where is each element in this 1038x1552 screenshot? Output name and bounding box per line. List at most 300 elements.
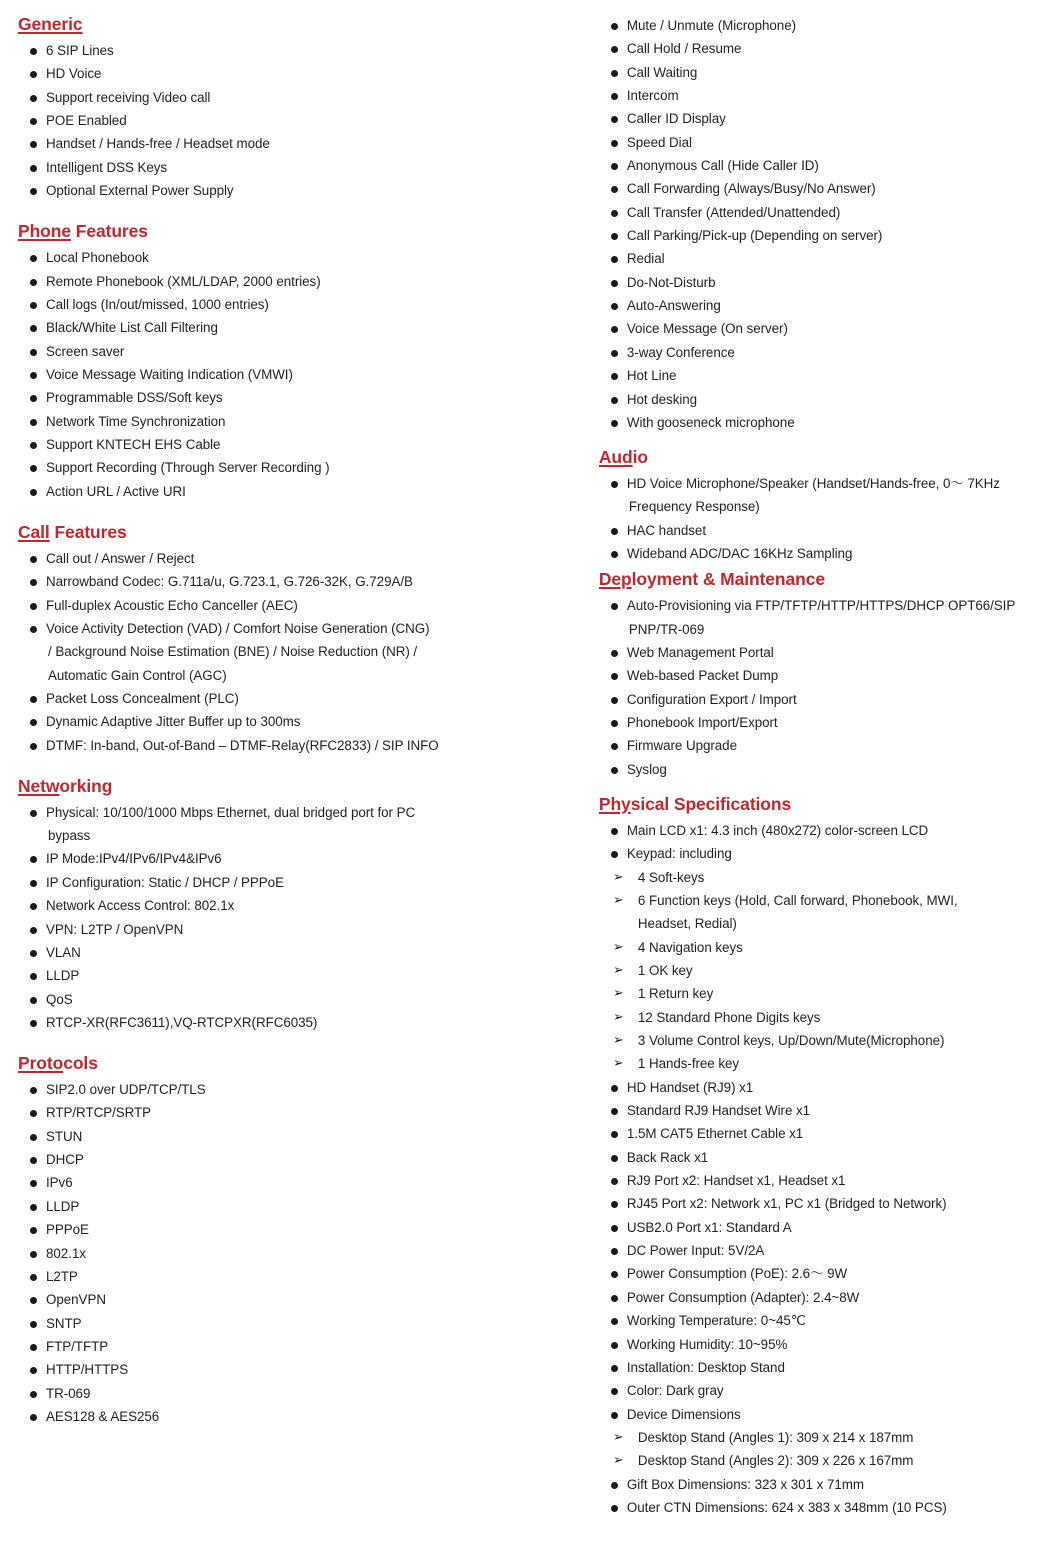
list-item-label: Wideband ADC/DAC 16KHz Sampling <box>626 546 853 562</box>
bullet-icon <box>611 1178 618 1185</box>
list-item-label: Main LCD x1: 4.3 inch (480x272) color-screen LCD <box>626 822 929 838</box>
section-heading-underlined-part: Proto <box>18 1053 64 1074</box>
bullet-icon <box>30 1134 37 1141</box>
bullet-icon <box>611 481 618 488</box>
list-item <box>18 1335 589 1358</box>
list-item <box>599 734 1030 757</box>
list-item-label: AES128 & AES256 <box>46 1408 160 1424</box>
list-item <box>599 1379 1030 1402</box>
list-item-label: Syslog <box>626 761 667 777</box>
sub-list-item-label: 6 Function keys (Hold, Call forward, Phonebook, MWI, <box>637 892 958 908</box>
list-item <box>18 480 589 503</box>
bullet-icon <box>30 743 37 750</box>
section-heading-plain-part: loyment & Maintenance <box>631 569 826 590</box>
section-heading-plain-part: cols <box>63 1053 98 1074</box>
section-heading-underlined-part: Aud <box>598 447 633 468</box>
list-item <box>599 154 1030 177</box>
section-heading <box>18 221 589 243</box>
list-item-label: DHCP <box>46 1152 84 1168</box>
list-item-label: HAC handset <box>626 522 706 538</box>
list-item-label: Network Access Control: 802.1x <box>46 898 235 914</box>
list-item-label: Speed Dial <box>626 134 692 150</box>
list-item <box>599 224 1030 247</box>
list-item-label: Call Waiting <box>626 64 698 80</box>
list-item <box>18 179 589 202</box>
bullet-icon <box>30 279 37 286</box>
list-item-label: Packet Loss Concealment (PLC) <box>46 690 239 706</box>
bullet-icon <box>611 373 618 380</box>
sub-list-item <box>599 1449 1030 1472</box>
bullet-icon <box>30 1157 37 1164</box>
list-item <box>18 1288 589 1311</box>
bullet-icon <box>30 1391 37 1398</box>
list-item-label: Full-duplex Acoustic Echo Canceller (AEC) <box>46 597 298 613</box>
section-heading <box>599 794 1030 816</box>
sub-list-item-label: 1 OK key <box>637 963 693 978</box>
list-item <box>18 988 589 1011</box>
list-item-label: Working Temperature: 0~45℃ <box>626 1313 806 1329</box>
list-item <box>18 293 589 316</box>
bullet-icon <box>611 233 618 240</box>
bullet-icon <box>30 973 37 980</box>
feature-list <box>18 547 589 757</box>
bullet-icon <box>30 1274 37 1281</box>
list-item <box>18 363 589 386</box>
bullet-icon <box>30 1414 37 1421</box>
list-item <box>599 1262 1030 1285</box>
list-item <box>18 1078 589 1101</box>
section-heading-plain-part: orking <box>59 775 113 796</box>
list-item-label: Call out / Answer / Reject <box>46 550 195 566</box>
bullet-icon <box>30 1020 37 1027</box>
list-item <box>599 1356 1030 1379</box>
section-spacer <box>18 757 589 776</box>
sub-list-item-label: Desktop Stand (Angles 1): 309 x 214 x 187mm <box>637 1429 914 1445</box>
sub-list-item-label: 3 Volume Control keys, Up/Down/Mute(Microphone) <box>637 1033 945 1049</box>
arrow-bullet-icon: ➢ <box>612 869 624 885</box>
sub-list-item <box>599 1006 1030 1029</box>
bullet-icon <box>30 325 37 332</box>
list-item-label: Intelligent DSS Keys <box>46 159 168 175</box>
list-item-label: Optional External Power Supply <box>46 182 234 198</box>
list-item <box>18 86 589 109</box>
list-item <box>18 156 589 179</box>
list-item-label: Local Phonebook <box>46 250 149 266</box>
bullet-icon <box>30 579 37 586</box>
list-item-label: Black/White List Call Filtering <box>46 320 218 336</box>
list-item-label: RJ9 Port x2: Handset x1, Headset x1 <box>626 1173 846 1189</box>
section-heading-plain-part: sical Specifications <box>630 794 792 815</box>
feature-list <box>599 472 1030 565</box>
list-item-label: IPv6 <box>46 1175 73 1191</box>
list-item <box>599 317 1030 340</box>
list-item-label: Call logs (In/out/missed, 1000 entries) <box>46 296 269 312</box>
list-item-label: Color: Dark gray <box>626 1383 724 1399</box>
bullet-icon <box>30 1344 37 1351</box>
feature-list <box>18 1078 589 1428</box>
list-item <box>599 364 1030 387</box>
bullet-icon <box>30 1367 37 1374</box>
arrow-bullet-icon: ➢ <box>612 1429 624 1445</box>
list-item-label: Dynamic Adaptive Jitter Buffer up to 300ms <box>46 714 301 730</box>
list-item-label: Narrowband Codec: G.711a/u, G.723.1, G.726-32K, G.729A/B <box>46 574 413 590</box>
list-item <box>18 687 589 710</box>
list-item <box>599 177 1030 200</box>
list-item <box>599 1403 1030 1426</box>
list-item-label: Gift Box Dimensions: 323 x 301 x 71mm <box>626 1476 864 1492</box>
list-item-label: IP Configuration: Static / DHCP / PPPoE <box>46 874 284 890</box>
bullet-icon <box>611 528 618 535</box>
list-item <box>599 1169 1030 1192</box>
bullet-icon <box>611 397 618 404</box>
bullet-icon <box>30 626 37 633</box>
list-item <box>18 1171 589 1194</box>
list-item <box>18 109 589 132</box>
list-item <box>18 1101 589 1124</box>
list-item-label: Programmable DSS/Soft keys <box>46 390 223 406</box>
list-item <box>599 641 1030 664</box>
section-heading <box>18 1053 589 1075</box>
list-item-label: Auto-Provisioning via FTP/TFTP/HTTP/HTTPS/DHCP OPT66/SIP <box>626 598 1016 614</box>
list-item <box>18 594 589 617</box>
bullet-icon <box>611 1271 618 1278</box>
list-item <box>18 62 589 85</box>
bullet-icon <box>611 1201 618 1208</box>
sub-list-item-continuation: Headset, Redial) <box>637 916 737 932</box>
list-item-label: Call Parking/Pick-up (Depending on server) <box>626 228 883 244</box>
list-item-continuation: bypass <box>48 828 91 844</box>
list-item <box>18 1242 589 1265</box>
bullet-icon <box>30 903 37 910</box>
bullet-icon <box>611 551 618 558</box>
bullet-icon <box>611 256 618 263</box>
list-item <box>599 1333 1030 1356</box>
list-item-continuation: Automatic Gain Control (AGC) <box>48 667 227 683</box>
list-item-label: IP Mode:IPv4/IPv6/IPv4&IPv6 <box>46 851 222 867</box>
arrow-bullet-icon: ➢ <box>612 1056 624 1072</box>
section-heading-underlined-part: Phy <box>598 794 631 815</box>
list-item-label: Network Time Synchronization <box>46 413 226 429</box>
list-item-label: Standard RJ9 Handset Wire x1 <box>626 1103 811 1119</box>
list-item-label: USB2.0 Port x1: Standard A <box>626 1219 792 1235</box>
bullet-icon <box>30 1110 37 1117</box>
bullet-icon <box>30 489 37 496</box>
bullet-icon <box>611 743 618 750</box>
bullet-icon <box>611 720 618 727</box>
bullet-icon <box>611 163 618 170</box>
list-item-label: Do-Not-Disturb <box>626 274 716 290</box>
list-item-label: Power Consumption (Adapter): 2.4~8W <box>626 1289 860 1305</box>
bullet-icon <box>30 255 37 262</box>
section-heading-plain-part: io <box>632 447 648 468</box>
list-item-label: Action URL / Active URI <box>46 483 186 499</box>
section-spacer <box>18 503 589 522</box>
bullet-icon <box>30 118 37 125</box>
bullet-icon <box>611 1131 618 1138</box>
bullet-icon <box>611 697 618 704</box>
list-item <box>18 570 589 593</box>
list-item <box>18 1125 589 1148</box>
list-item-label: VLAN <box>46 944 81 960</box>
list-item <box>599 37 1030 60</box>
bullet-icon <box>30 856 37 863</box>
list-item <box>18 39 589 62</box>
bullet-icon <box>30 1297 37 1304</box>
list-item <box>599 594 1030 641</box>
list-item-label: HD Voice Microphone/Speaker (Handset/Hands-free, 0～ 7KHz <box>626 476 1000 492</box>
list-item-label: VPN: L2TP / OpenVPN <box>46 921 184 937</box>
list-item-label: L2TP <box>46 1268 78 1284</box>
list-item-label: Support KNTECH EHS Cable <box>46 436 221 452</box>
bullet-icon <box>30 419 37 426</box>
list-item-label: 1.5M CAT5 Ethernet Cable x1 <box>626 1126 804 1142</box>
list-item <box>599 411 1030 434</box>
list-item-label: Back Rack x1 <box>626 1149 709 1165</box>
list-item-label: LLDP <box>46 968 80 984</box>
list-item-label: Anonymous Call (Hide Caller ID) <box>626 158 819 174</box>
list-item <box>18 410 589 433</box>
list-item-label: RTP/RTCP/SRTP <box>46 1105 152 1121</box>
list-item <box>18 270 589 293</box>
bullet-icon <box>611 23 618 30</box>
bullet-icon <box>611 326 618 333</box>
list-item-label: Working Humidity: 10~95% <box>626 1336 788 1352</box>
list-item-label: DC Power Input: 5V/2A <box>626 1243 765 1259</box>
bullet-icon <box>611 1225 618 1232</box>
bullet-icon <box>611 116 618 123</box>
list-item <box>599 1146 1030 1169</box>
list-item-label: Voice Message (On server) <box>626 321 788 337</box>
section-heading <box>18 776 589 798</box>
list-item <box>599 542 1030 565</box>
bullet-icon <box>611 1388 618 1395</box>
sub-list-item-label: 4 Soft-keys <box>637 869 705 885</box>
sub-list-item-label: 4 Navigation keys <box>637 939 743 955</box>
sub-list-item-label: 1 Hands-free key <box>637 1056 740 1072</box>
list-item <box>599 131 1030 154</box>
arrow-bullet-icon: ➢ <box>612 939 624 955</box>
section-heading-plain-part: Features <box>49 521 127 542</box>
list-item <box>18 964 589 987</box>
list-item-label: Intercom <box>626 88 679 104</box>
list-item-label: HD Voice <box>46 66 102 82</box>
bullet-icon <box>30 997 37 1004</box>
sub-list-item <box>599 959 1030 982</box>
bullet-icon <box>30 1227 37 1234</box>
bullet-icon <box>611 767 618 774</box>
bullet-icon <box>30 141 37 148</box>
list-item-label: Caller ID Display <box>626 111 726 127</box>
list-item-label: QoS <box>46 991 73 1007</box>
bullet-icon <box>30 1251 37 1258</box>
list-item <box>18 547 589 570</box>
list-item-label: LLDP <box>46 1198 80 1214</box>
list-item <box>18 1148 589 1171</box>
list-item <box>599 107 1030 130</box>
bullet-icon <box>30 372 37 379</box>
bullet-icon <box>611 1365 618 1372</box>
feature-list <box>18 39 589 202</box>
list-item-label: RJ45 Port x2: Network x1, PC x1 (Bridged to Network) <box>626 1196 947 1212</box>
list-item <box>18 894 589 917</box>
list-item <box>599 294 1030 317</box>
bullet-icon <box>611 1108 618 1115</box>
list-item <box>18 1011 589 1034</box>
list-item <box>599 1473 1030 1496</box>
list-item <box>18 456 589 479</box>
list-item <box>599 61 1030 84</box>
list-item-label: Hot desking <box>626 391 698 407</box>
bullet-icon <box>30 395 37 402</box>
list-item-continuation: / Background Noise Estimation (BNE) / Noise Reduction (NR) / <box>48 644 418 660</box>
list-item-label: Voice Activity Detection (VAD) / Comfort Noise Generation (CNG) <box>46 620 430 636</box>
bullet-icon <box>30 719 37 726</box>
arrow-bullet-icon: ➢ <box>612 1033 624 1049</box>
list-item <box>18 1265 589 1288</box>
list-item-label: Remote Phonebook (XML/LDAP, 2000 entries) <box>46 273 321 289</box>
bullet-icon <box>611 828 618 835</box>
section-spacer <box>18 1034 589 1053</box>
list-item-continuation: PNP/TR-069 <box>628 621 705 637</box>
list-item <box>599 341 1030 364</box>
section-heading-underlined-part: Generic <box>18 14 83 34</box>
list-item <box>599 14 1030 37</box>
bullet-icon <box>30 1087 37 1094</box>
arrow-bullet-icon: ➢ <box>612 986 624 1002</box>
bullet-icon <box>611 1412 618 1419</box>
list-item <box>599 1192 1030 1215</box>
bullet-icon <box>611 1505 618 1512</box>
sub-list-item <box>599 982 1030 1005</box>
sub-list-item <box>599 936 1030 959</box>
list-item-label: HTTP/HTTPS <box>46 1362 129 1378</box>
bullet-icon <box>30 165 37 172</box>
bullet-icon <box>611 1155 618 1162</box>
sub-list-item <box>599 889 1030 936</box>
bullet-icon <box>30 880 37 887</box>
bullet-icon <box>30 1321 37 1328</box>
list-item-label: Installation: Desktop Stand <box>626 1359 785 1375</box>
bullet-icon <box>30 302 37 309</box>
list-item-label: 802.1x <box>46 1245 86 1261</box>
section-heading-underlined-part: Call <box>18 521 50 542</box>
bullet-icon <box>611 210 618 217</box>
bullet-icon <box>611 93 618 100</box>
arrow-bullet-icon: ➢ <box>612 1009 624 1025</box>
list-item-label: Power Consumption (PoE): 2.6～ 9W <box>626 1266 848 1282</box>
list-item-label: Physical: 10/100/1000 Mbps Ethernet, dual bridged port for PC <box>46 804 416 820</box>
section-heading-underlined-part: Netw <box>18 775 60 796</box>
list-item <box>18 734 589 757</box>
list-item-label: 3-way Conference <box>626 344 735 360</box>
list-item-label: Web Management Portal <box>626 645 774 660</box>
list-item <box>18 918 589 941</box>
bullet-icon <box>30 349 37 356</box>
list-item-label: Handset / Hands-free / Headset mode <box>46 136 270 152</box>
bullet-icon <box>611 46 618 53</box>
bullet-icon <box>30 48 37 55</box>
feature-list <box>599 819 1030 1519</box>
list-item <box>18 871 589 894</box>
list-item-label: Web-based Packet Dump <box>626 668 779 684</box>
bullet-icon <box>611 1295 618 1302</box>
list-item <box>18 617 589 687</box>
bullet-icon <box>611 420 618 427</box>
list-item-label: Outer CTN Dimensions: 624 x 383 x 348mm (10 PCS) <box>626 1499 947 1515</box>
sub-list-item <box>599 866 1030 889</box>
section-heading-underlined-part: Dep <box>598 569 632 590</box>
list-item <box>599 688 1030 711</box>
arrow-bullet-icon: ➢ <box>612 963 624 978</box>
list-item-label: Configuration Export / Import <box>626 691 797 707</box>
list-item-label: DTMF: In-band, Out-of-Band – DTMF-Relay(RFC2833) / SIP INFO <box>46 737 439 753</box>
bullet-icon <box>611 186 618 193</box>
list-item-label: Support receiving Video call <box>46 89 211 105</box>
list-item <box>599 1122 1030 1145</box>
list-item <box>599 1076 1030 1099</box>
sub-list <box>599 1426 1030 1473</box>
list-item <box>18 941 589 964</box>
list-item-label: With gooseneck microphone <box>626 414 795 430</box>
bullet-icon <box>611 303 618 310</box>
bullet-icon <box>611 673 618 680</box>
bullet-icon <box>30 810 37 817</box>
list-item <box>18 1218 589 1241</box>
list-item-label: Keypad: including <box>626 846 732 862</box>
bullet-icon <box>30 696 37 703</box>
list-item-label: OpenVPN <box>46 1292 106 1308</box>
list-item <box>599 758 1030 781</box>
list-item-label: Support Recording (Through Server Recording ) <box>46 460 330 476</box>
list-item <box>18 316 589 339</box>
list-item-label: Auto-Answering <box>626 298 721 314</box>
list-item-label: Mute / Unmute (Microphone) <box>626 18 797 33</box>
list-item <box>599 1309 1030 1332</box>
sub-list-item-label: 12 Standard Phone Digits keys <box>637 1009 821 1025</box>
list-item <box>18 433 589 456</box>
section-spacer <box>599 434 1030 447</box>
list-item-label: Call Transfer (Attended/Unattended) <box>626 204 841 220</box>
list-item-label: STUN <box>46 1128 83 1144</box>
list-item <box>18 1405 589 1428</box>
feature-list <box>599 594 1030 781</box>
arrow-bullet-icon: ➢ <box>612 1453 624 1469</box>
list-item <box>599 1099 1030 1122</box>
list-item <box>18 1358 589 1381</box>
sub-list-item <box>599 1029 1030 1052</box>
section-heading <box>18 14 589 36</box>
list-item-label: Device Dimensions <box>626 1406 741 1422</box>
list-item-label: Phonebook Import/Export <box>626 715 778 731</box>
list-item <box>18 1312 589 1335</box>
list-item <box>18 1195 589 1218</box>
bullet-icon <box>611 851 618 858</box>
list-item <box>599 388 1030 411</box>
list-item <box>599 84 1030 107</box>
list-item <box>599 1496 1030 1519</box>
list-item <box>599 247 1030 270</box>
list-item <box>18 340 589 363</box>
list-item-label: PPPoE <box>46 1222 89 1238</box>
bullet-icon <box>30 188 37 195</box>
sub-list-item-label: 1 Return key <box>637 986 714 1002</box>
bullet-icon <box>30 950 37 957</box>
section-heading-plain-part: Features <box>70 221 148 242</box>
feature-list <box>18 801 589 1034</box>
bullet-icon <box>30 465 37 472</box>
list-item <box>18 246 589 269</box>
list-item-label: TR-069 <box>46 1385 91 1401</box>
